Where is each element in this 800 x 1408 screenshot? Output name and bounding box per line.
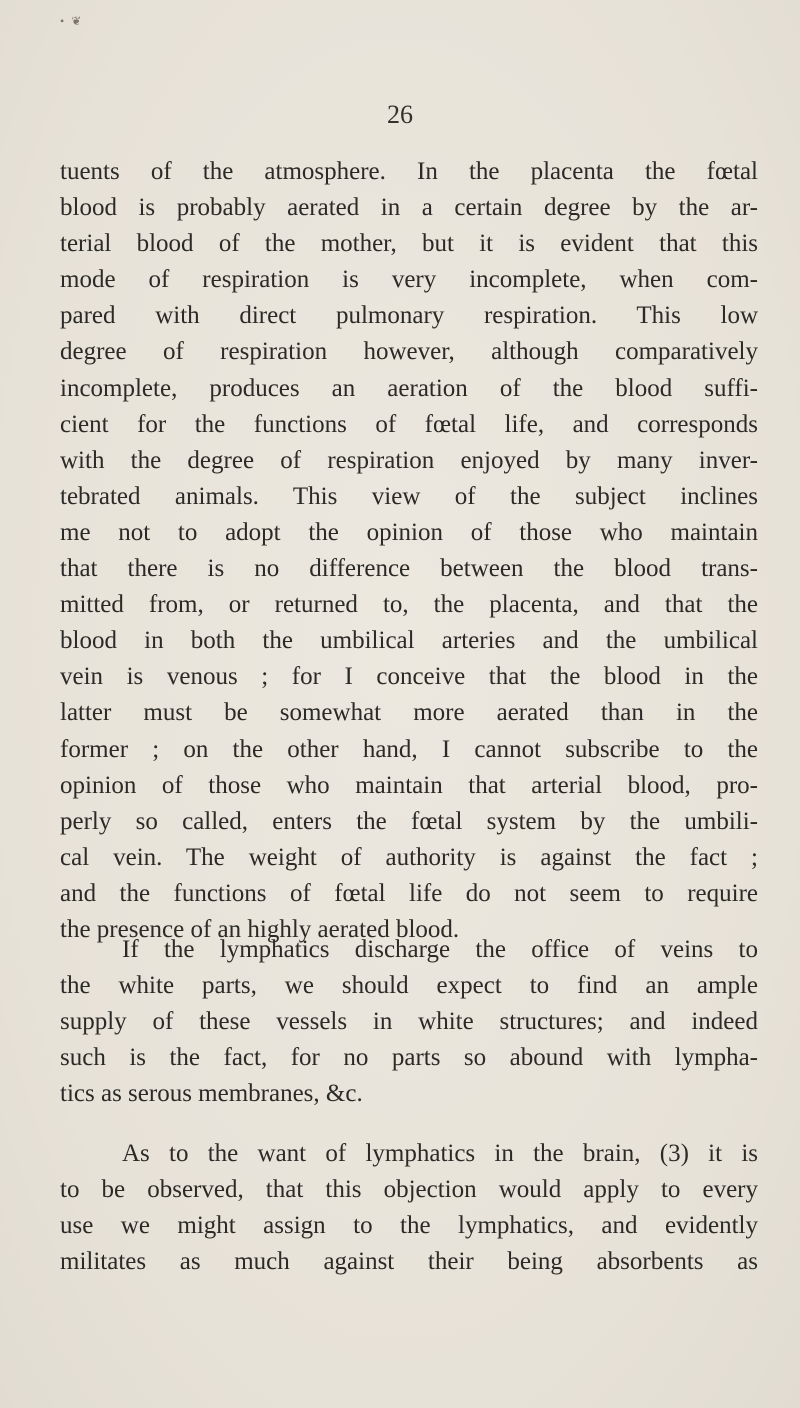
text-line: such is the fact, for no parts so abound with lympha- [60,1044,758,1072]
text-line: incomplete, produces an aeration of the blood suffi- [60,374,758,402]
paragraph-placenta-respiration [60,154,758,948]
text-line: militates as much against their being absorbents as [60,1248,758,1276]
corner-mark: • ❦ [60,14,84,28]
text-line: to be observed, that this objection would apply to every [60,1176,758,1204]
text-line: blood in both the umbilical arteries and the umbilical [60,627,758,655]
text-line: If the lymphatics discharge the office of veins to [122,936,758,963]
text-line: cient for the functions of fœtal life, and corresponds [60,410,758,438]
text-line: perly so called, enters the fœtal system by the umbili- [60,807,758,835]
text-line: mitted from, or returned to, the placenta, and that the [60,591,758,619]
text-line: As to the want of lymphatics in the brain, (3) it is [122,1140,758,1167]
text-line: me not to adopt the opinion of those who maintain [60,518,758,546]
text-line: degree of respiration however, although comparatively [60,338,758,366]
text-line: vein is venous ; for I conceive that the blood in the [60,663,758,691]
paragraph-lymphatics-brain [60,1136,758,1280]
text-line: terial blood of the mother, but it is evident that this [60,230,758,258]
text-line: former ; on the other hand, I cannot subscribe to the [60,735,758,763]
text-line: and the functions of fœtal life do not seem to require [60,879,758,907]
text-line: tics as serous membranes, &c. [60,1080,363,1108]
text-line: that there is no difference between the blood trans- [60,555,758,583]
text-line: with the degree of respiration enjoyed by many inver- [60,446,758,474]
text-line: supply of these vessels in white structures; and indeed [60,1008,758,1036]
text-line: tuents of the atmosphere. In the placenta the fœtal [60,158,758,185]
text-line: pared with direct pulmonary respiration. This low [60,302,758,330]
text-line: latter must be somewhat more aerated than in the [60,699,758,727]
text-line: cal vein. The weight of authority is against the fact ; [60,843,758,871]
text-line: opinion of those who maintain that arterial blood, pro- [60,771,758,799]
text-line: the presence of an highly aerated blood. [60,915,460,943]
page-number: 26 [387,100,413,129]
text-line: blood is probably aerated in a certain degree by the ar- [60,194,758,222]
text-line: mode of respiration is very incomplete, when com- [60,266,758,294]
text-line: tebrated animals. This view of the subject inclines [60,482,758,510]
text-line: use we might assign to the lymphatics, and evidently [60,1212,758,1240]
paragraph-lymphatics-veins [60,932,758,1112]
text-line: the white parts, we should expect to find an ample [60,972,758,1000]
